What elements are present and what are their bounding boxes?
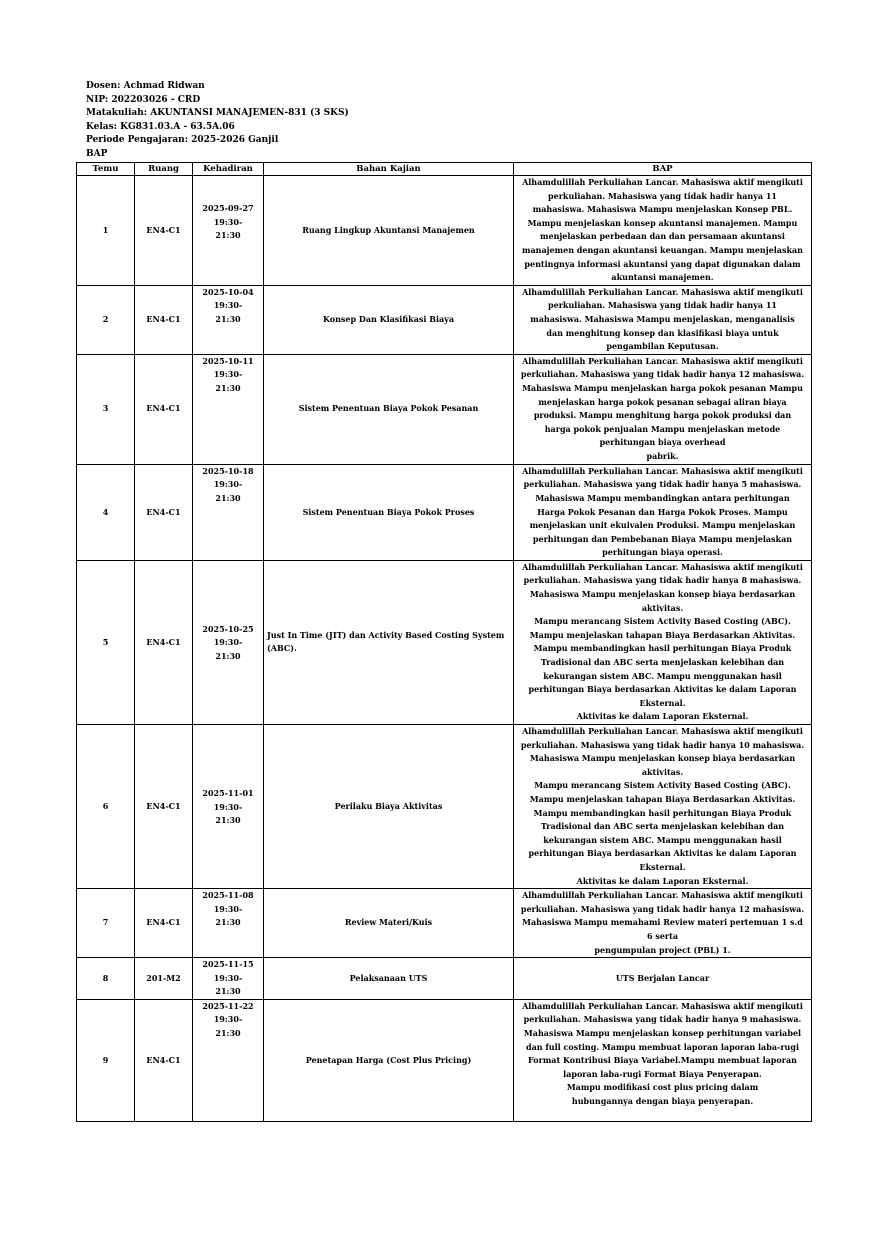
bap-line: perkuliahan. Mahasiswa yang tidak hadir hanya 5 mahasiswa. xyxy=(523,479,802,490)
bap-line: Mampu merancang Sistem Activity Based Costing (ABC). xyxy=(534,780,791,791)
bap-line: perhitungan Biaya berdasarkan Aktivitas ke dalam Laporan xyxy=(528,684,797,695)
bap-line: Mahasiswa Mampu menjelaskan konsep perhitungan variabel xyxy=(523,1028,802,1039)
bap-line: pengumpulan project (PBL) 1. xyxy=(594,944,731,955)
table-row xyxy=(77,999,812,1121)
bap-line: Alhamdulillah Perkuliahan Lancar. Mahasiswa aktif mengikuti xyxy=(522,890,803,901)
bap-line: Mampu membandingkan hasil perhitungan Biaya Produk xyxy=(533,807,792,818)
nip-label: NIP: 202203026 - CRD xyxy=(86,94,201,105)
cell-temu: 5 xyxy=(77,560,135,724)
bap-line: menjelaskan perbedaan dan dan persamaan akuntansi xyxy=(540,231,785,242)
kehadiran-jam-mulai: 19:30- xyxy=(213,637,243,648)
kehadiran-tanggal: 2025-09-27 xyxy=(202,203,254,213)
bap-line: Harga Pokok Pesanan dan Harga Pokok Proses. Mampu xyxy=(537,506,788,517)
kehadiran-jam-selesai: 21:30 xyxy=(215,917,241,928)
cell-ruang: EN4-C1 xyxy=(135,354,193,464)
bap-line: mahasiswa. Mahasiswa Mampu menjelaskan Konsep PBL. xyxy=(532,204,793,215)
bap-line: Alhamdulillah Perkuliahan Lancar. Mahasiswa aktif mengikuti xyxy=(522,465,803,476)
bap-line: Eksternal. xyxy=(639,861,686,872)
table-row xyxy=(77,725,812,889)
cell-temu: 7 xyxy=(77,889,135,958)
table-row xyxy=(77,354,812,464)
bap-line: Mampu merancang Sistem Activity Based Costing (ABC). xyxy=(534,616,791,627)
kehadiran-jam-selesai: 21:30 xyxy=(215,230,241,241)
cell-temu: 8 xyxy=(77,958,135,1000)
cell-ruang: EN4-C1 xyxy=(135,285,193,354)
table-row xyxy=(77,560,812,724)
kehadiran-jam-selesai: 21:30 xyxy=(215,815,241,826)
table-row xyxy=(77,285,812,354)
bap-line: Alhamdulillah Perkuliahan Lancar. Mahasiswa aktif mengikuti xyxy=(522,177,803,187)
bap-line: pabrik. xyxy=(646,450,679,461)
bap-line: Mahasiswa Mampu memahami Review materi pertemuan 1 s.d xyxy=(522,917,803,928)
cell-kehadiran xyxy=(193,725,264,889)
bap-line: Eksternal. xyxy=(639,697,686,708)
bap-line: dan menghitung konsep dan klasifikasi biaya untuk xyxy=(546,327,779,338)
bap-line: perhitungan dan Pembebanan Biaya Mampu menjelaskan xyxy=(532,533,793,544)
bap-line: Alhamdulillah Perkuliahan Lancar. Mahasiswa aktif mengikuti xyxy=(522,286,803,297)
bap-line: Mampu menjelaskan konsep akuntansi manajemen. Mampu xyxy=(527,217,798,228)
cell-temu: 2 xyxy=(77,285,135,354)
cell-bahan-kajian: Ruang Lingkup Akuntansi Manajemen xyxy=(264,176,514,286)
kehadiran-jam-mulai: 19:30- xyxy=(213,1014,243,1025)
bap-line: perkuliahan. Mahasiswa yang tidak hadir hanya 11 xyxy=(548,300,777,311)
col-header-bahan-kajian: Bahan Kajian xyxy=(264,163,514,176)
cell-ruang: EN4-C1 xyxy=(135,999,193,1121)
cell-temu: 6 xyxy=(77,725,135,889)
bap-line: Mahasiswa Mampu menjelaskan konsep biaya berdasarkan xyxy=(529,589,796,600)
kehadiran-jam-selesai: 21:30 xyxy=(215,313,241,324)
cell-bahan-kajian: Penetapan Harga (Cost Plus Pricing) xyxy=(264,999,514,1121)
cell-bahan-kajian: Perilaku Biaya Aktivitas xyxy=(264,725,514,889)
bap-line: Alhamdulillah Perkuliahan Lancar. Mahasiswa aktif mengikuti xyxy=(522,355,803,366)
bap-line: akuntansi manajemen. xyxy=(611,272,714,283)
cell-bahan-kajian: Just In Time (JIT) dan Activity Based Costing System (ABC). xyxy=(264,560,514,724)
bap-line: aktivitas. xyxy=(641,766,684,777)
cell-ruang: EN4-C1 xyxy=(135,176,193,286)
bap-line: hubungannya dengan biaya penyerapan. xyxy=(571,1096,754,1107)
col-header-kehadiran: Kehadiran xyxy=(193,163,264,176)
cell-bap xyxy=(514,889,812,958)
bap-line: perkuliahan. Mahasiswa yang tidak hadir hanya 11 xyxy=(548,190,777,201)
cell-kehadiran xyxy=(193,560,264,724)
cell-temu: 9 xyxy=(77,999,135,1121)
kehadiran-jam-selesai: 21:30 xyxy=(215,986,241,997)
bap-line: UTS Berjalan Lancar xyxy=(615,972,710,983)
bap-line: perhitungan Biaya berdasarkan Aktivitas ke dalam Laporan xyxy=(528,848,797,859)
kehadiran-jam-mulai: 19:30- xyxy=(213,903,243,914)
cell-kehadiran xyxy=(193,889,264,958)
bap-line: menjelaskan harga pokok pesanan sebagai aliran biaya xyxy=(538,396,787,407)
bap-table xyxy=(76,162,812,1122)
cell-ruang: EN4-C1 xyxy=(135,560,193,724)
cell-bap xyxy=(514,464,812,560)
bap-line: Mahasiswa Mampu menjelaskan konsep biaya berdasarkan xyxy=(529,753,796,764)
col-header-ruang: Ruang xyxy=(135,163,193,176)
cell-kehadiran xyxy=(193,464,264,560)
kehadiran-jam-mulai: 19:30- xyxy=(213,972,243,983)
kehadiran-jam-mulai: 19:30- xyxy=(213,801,243,812)
kehadiran-tanggal: 2025-11-08 xyxy=(202,890,254,901)
bap-line: Tradisional dan ABC serta menjelaskan kelebihan dan xyxy=(540,657,785,668)
bap-line: pentingnya informasi akuntansi yang dapat digunakan dalam xyxy=(524,258,801,269)
bap-line: perkuliahan. Mahasiswa yang tidak hadir hanya 8 mahasiswa. xyxy=(523,575,802,586)
kehadiran-tanggal: 2025-10-18 xyxy=(202,465,254,476)
cell-kehadiran xyxy=(193,285,264,354)
bap-line: perhitungan biaya operasi. xyxy=(602,547,723,558)
cell-ruang: EN4-C1 xyxy=(135,889,193,958)
col-header-bap: BAP xyxy=(514,163,812,176)
kehadiran-jam-mulai: 19:30- xyxy=(213,216,243,227)
cell-bahan-kajian: Review Materi/Kuis xyxy=(264,889,514,958)
bap-line: Mampu membandingkan hasil perhitungan Biaya Produk xyxy=(533,643,792,654)
kehadiran-tanggal: 2025-11-15 xyxy=(202,959,254,970)
cell-ruang: EN4-C1 xyxy=(135,725,193,889)
cell-bahan-kajian: Sistem Penentuan Biaya Pokok Pesanan xyxy=(264,354,514,464)
bap-line: Tradisional dan ABC serta menjelaskan kelebihan dan xyxy=(540,821,785,832)
matakuliah-label: Matakuliah: AKUNTANSI MANAJEMEN-831 (3 SKS) xyxy=(86,108,349,118)
bap-line: Alhamdulillah Perkuliahan Lancar. Mahasiswa aktif mengikuti xyxy=(522,561,803,572)
bap-line: perkuliahan. Mahasiswa yang tidak hadir hanya 12 mahasiswa. xyxy=(520,369,805,380)
cell-bap xyxy=(514,285,812,354)
kehadiran-tanggal: 2025-10-04 xyxy=(202,286,254,297)
kehadiran-jam-selesai: 21:30 xyxy=(215,651,241,662)
cell-bap xyxy=(514,176,812,286)
bap-line: perkuliahan. Mahasiswa yang tidak hadir hanya 12 mahasiswa. xyxy=(520,903,805,914)
cell-kehadiran xyxy=(193,354,264,464)
cell-temu: 4 xyxy=(77,464,135,560)
table-header-row xyxy=(77,163,812,176)
cell-bap xyxy=(514,560,812,724)
kelas-label: Kelas: KG831.03.A - 63.5A.06 xyxy=(86,121,235,132)
kehadiran-tanggal: 2025-10-25 xyxy=(202,623,254,634)
dosen-label: Dosen: Achmad Ridwan xyxy=(86,81,205,91)
bap-line: Mampu menjelaskan tahapan Biaya Berdasarkan Aktivitas. xyxy=(529,629,796,640)
bap-line: 6 serta xyxy=(646,930,679,941)
cell-ruang: 201-M2 xyxy=(135,958,193,1000)
bap-line: Aktivitas ke dalam Laporan Eksternal. xyxy=(576,711,749,722)
cell-bap xyxy=(514,999,812,1121)
table-body xyxy=(77,176,812,1122)
bap-line: Mahasiswa Mampu membandingkan antara perhitungan xyxy=(535,492,790,503)
cell-bap xyxy=(514,354,812,464)
bap-line: Alhamdulillah Perkuliahan Lancar. Mahasiswa aktif mengikuti xyxy=(522,726,803,736)
table-row xyxy=(77,958,812,1000)
bap-line: perkuliahan. Mahasiswa yang tidak hadir hanya 9 mahasiswa. xyxy=(523,1014,802,1025)
bap-line: menjelaskan unit ekuivalen Produksi. Mampu menjelaskan xyxy=(529,520,796,531)
cell-kehadiran xyxy=(193,958,264,1000)
cell-bahan-kajian: Sistem Penentuan Biaya Pokok Proses xyxy=(264,464,514,560)
bap-line: perkuliahan. Mahasiswa yang tidak hadir hanya 10 mahasiswa. xyxy=(520,739,805,750)
kehadiran-jam-mulai: 19:30- xyxy=(213,300,243,311)
cell-bahan-kajian: Konsep Dan Klasifikasi Biaya xyxy=(264,285,514,354)
bap-line: mahasiswa. Mahasiswa Mampu menjelaskan, menganalisis xyxy=(530,313,795,324)
cell-bap xyxy=(514,958,812,1000)
bap-line: harga pokok penjualan Mampu menjelaskan metode xyxy=(544,423,781,434)
bap-line: dan full costing. Mampu membuat laporan laporan laba-rugi xyxy=(525,1041,799,1052)
table-row xyxy=(77,176,812,286)
bap-line: kekurangan sistem ABC. Mampu menggunakan hasil xyxy=(543,670,782,681)
bap-line: aktivitas. xyxy=(641,602,684,613)
cell-temu: 3 xyxy=(77,354,135,464)
bap-line: manajemen dengan akuntansi keuangan. Mampu menjelaskan xyxy=(522,244,803,255)
table-row xyxy=(77,889,812,958)
cell-kehadiran xyxy=(193,999,264,1121)
bap-line: produksi. Mampu menghitung harga pokok produksi dan xyxy=(533,410,792,421)
kehadiran-tanggal: 2025-11-22 xyxy=(202,1000,254,1011)
bap-line: pengambilan Keputusan. xyxy=(606,341,719,352)
bap-title: BAP xyxy=(86,148,108,159)
kehadiran-jam-mulai: 19:30- xyxy=(213,369,243,380)
bap-line: Mampu menjelaskan tahapan Biaya Berdasarkan Aktivitas. xyxy=(529,793,796,804)
kehadiran-jam-selesai: 21:30 xyxy=(215,492,241,503)
cell-kehadiran xyxy=(193,176,264,286)
bap-line: Mampu modifikasi cost plus pricing dalam xyxy=(566,1082,759,1093)
cell-bap xyxy=(514,725,812,889)
col-header-temu: Temu xyxy=(77,163,135,176)
kehadiran-tanggal: 2025-10-11 xyxy=(202,355,254,366)
bap-line: Aktivitas ke dalam Laporan Eksternal. xyxy=(576,875,749,886)
bap-line: Format Kontribusi Biaya Variabel.Mampu membuat laporan xyxy=(528,1055,797,1066)
cell-temu: 1 xyxy=(77,176,135,286)
kehadiran-jam-selesai: 21:30 xyxy=(215,1028,241,1039)
cell-ruang: EN4-C1 xyxy=(135,464,193,560)
bap-line: perhitungan biaya overhead xyxy=(599,437,726,448)
bap-line: Mahasiswa Mampu menjelaskan harga pokok pesanan Mampu xyxy=(522,382,803,393)
bap-line: laporan laba-rugi Format Biaya Penyerapan. xyxy=(563,1068,762,1079)
table-row xyxy=(77,464,812,560)
kehadiran-jam-selesai: 21:30 xyxy=(215,382,241,393)
periode-label: Periode Pengajaran: 2025-2026 Ganjil xyxy=(86,135,279,145)
document-header xyxy=(86,80,349,161)
kehadiran-jam-mulai: 19:30- xyxy=(213,479,243,490)
bap-line: kekurangan sistem ABC. Mampu menggunakan hasil xyxy=(543,834,782,845)
bap-line: Alhamdulillah Perkuliahan Lancar. Mahasiswa aktif mengikuti xyxy=(522,1000,803,1011)
cell-bahan-kajian: Pelaksanaan UTS xyxy=(264,958,514,1000)
kehadiran-tanggal: 2025-11-01 xyxy=(202,788,254,798)
